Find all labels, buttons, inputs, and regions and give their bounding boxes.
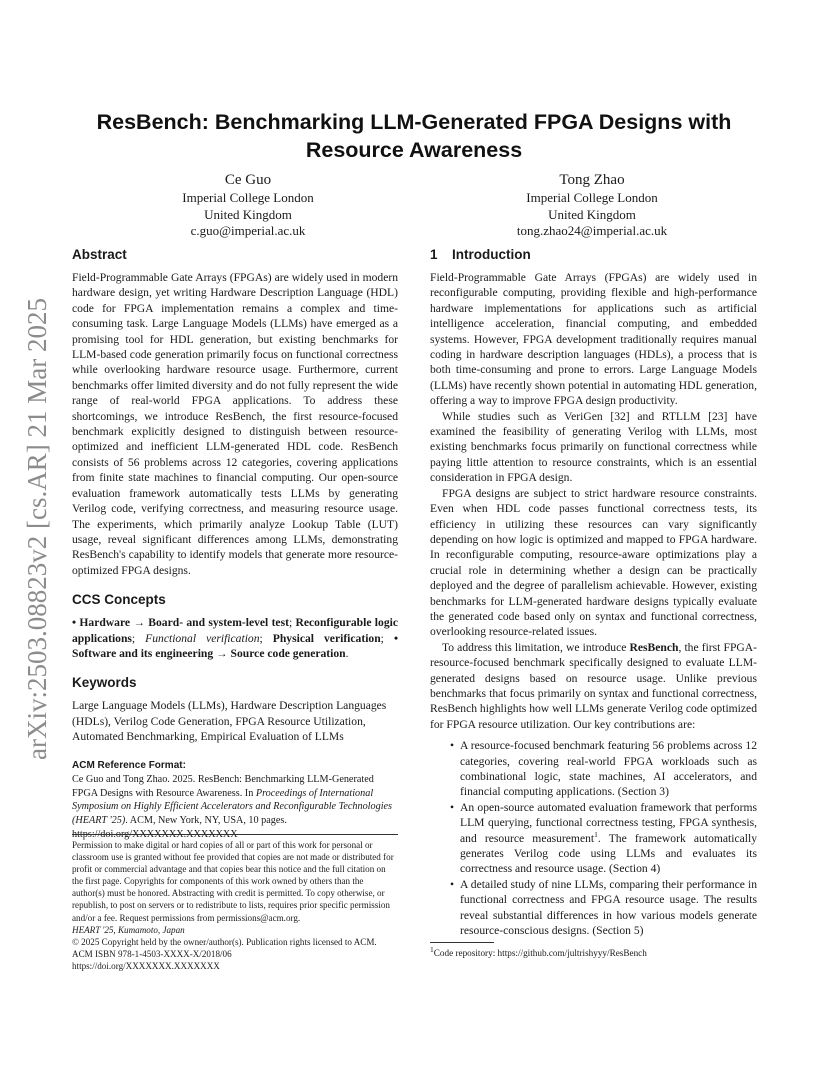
ccs-sep: ;	[288, 616, 296, 630]
list-item	[460, 738, 757, 800]
list-item	[460, 800, 757, 877]
left-column	[72, 246, 398, 841]
author-block-1	[72, 170, 424, 240]
reference-doi[interactable]: . ACM, New York, NY, USA, 10 pages. https://doi.org/XXXXXXX.XXXXXXX	[72, 814, 287, 840]
ccs-software: • Software and its engineering → Source code generation	[72, 631, 398, 660]
acm-reference-heading: ACM Reference Format:	[72, 759, 186, 771]
intro-paragraph-4	[430, 640, 757, 732]
ccs-functional: Functional verification	[145, 631, 260, 645]
abstract-heading: Abstract	[72, 247, 127, 262]
contribution-text: A detailed study of nine LLMs, comparing their performance in functional correctness and FPGA resource usage. The results reveal substantial differences in how various models generate resource-conscious designs. (Section 5)	[460, 877, 757, 938]
venue: HEART '25, Kumamoto, Japan	[72, 924, 185, 935]
contribution-text: . The framework automatically generates Verilog code using LLMs and evaluates its correctness and resource usage. (Section 4)	[460, 831, 757, 876]
ccs-physical: Physical verification	[272, 631, 381, 645]
author-email[interactable]: tong.zhao24@imperial.ac.uk	[516, 223, 668, 238]
copyright: © 2025 Copyright held by the owner/author(s). Publication rights licensed to ACM.	[72, 936, 377, 947]
reference-text: Ce Guo and Tong Zhao. 2025. ResBench: Benchmarking LLM-Generated FPGA Designs with Resource Awareness. In	[72, 774, 374, 799]
ccs-sep: ;	[380, 631, 384, 645]
contribution-text: An open-source automated evaluation framework that performs LLM querying, functional correctness testing, FPGA synthesis, and resource measurement	[460, 800, 757, 845]
keywords-heading: Keywords	[72, 675, 137, 691]
section-title: Introduction	[452, 247, 531, 262]
paper-title: ResBench: Benchmarking LLM-Generated FPGA Designs with Resource Awareness	[96, 110, 732, 162]
ccs-concepts	[72, 615, 398, 661]
permission-notice	[72, 834, 398, 972]
list-item	[460, 877, 757, 939]
permission-text: Permission to make digital or hard copies of all or part of this work for personal or classroom use is granted without fee provided that copies are not made or distributed for profit or commercial advantage and that copies bear this notice and the full citation on the first page. Copyrights for components of this work owned by others than the author(s) must be honored. Abstracting with credit is permitted. To copy otherwise, or republish, to post on servers or to redistribute to lists, requires prior specific permission and/or a fee. Request permissions from permissions@acm.org.	[72, 840, 394, 923]
author-affiliation: Imperial College London	[526, 190, 658, 205]
author-name: Ce Guo	[224, 172, 272, 188]
footnote	[430, 942, 757, 959]
arxiv-stamp-container	[22, 280, 58, 760]
intro-paragraph-2: While studies such as VeriGen [32] and RTLLM [23] have examined the feasibility of generating Verilog with LLMs, most existing benchmarks focus primarily on functional correctness while paying little attention to resource constraints, which is an essential consideration in FPGA design.	[430, 409, 757, 485]
contribution-text: A resource-focused benchmark featuring 56 problems across 12 categories, covering real-world FPGA workloads such as combinational logic, state machines, AI accelerators, and financial computing applications. (Section 3)	[460, 739, 757, 799]
acm-reference	[72, 759, 398, 842]
ccs-reconfigurable: Reconfigurable logic applications	[72, 616, 398, 645]
author-country: United Kingdom	[548, 206, 636, 222]
divider	[430, 942, 494, 943]
arxiv-stamp[interactable]: arXiv:2503.08823v2 [cs.AR] 21 Mar 2025	[22, 298, 52, 760]
doi-link[interactable]: https://doi.org/XXXXXXX.XXXXXXX	[72, 960, 220, 971]
footnote-mark[interactable]: 1	[594, 829, 598, 839]
keywords-text: Large Language Models (LLMs), Hardware Description Languages (HDLs), Verilog Code Generation, FPGA Resource Utilization, Automated Benchmarking, Empirical Evaluation of LLMs	[72, 699, 387, 744]
resbench-name: ResBench	[629, 640, 679, 654]
footnote-text[interactable]: Code repository: https://github.com/jultrishyyy/ResBench	[433, 948, 647, 958]
intro-paragraph-3: FPGA designs are subject to strict hardware resource constraints. Even when HDL code passes functional correctness tests, its efficiency in utilizing these resources can vary significantly depending on how logic is optimized and mapped to FPGA hardware. In reconfigurable computing, resource-aware optimizations play a crucial role in determining whether a design can be practically deployed and the degree of parallelism achievable. However, existing benchmarks for LLM-generated hardware designs typically evaluate the generated code based only on syntax and functional correctness, overlooking resource-related issues.	[430, 486, 757, 639]
ccs-sep: ;	[131, 631, 146, 645]
intro-paragraph-1: Field-Programmable Gate Arrays (FPGAs) are widely used in reconfigurable computing, providing flexible and high-performance hardware implementations for applications such as artificial intelligence acceleration, financial computing, and embedded systems. However, FPGA development traditionally requires manual coding in hardware description languages (HDLs), a process that is both time-consuming and prone to errors. Large Language Models (LLMs) have recently shown potential in automating HDL generation, offering a way to improve FPGA design productivity.	[430, 271, 757, 408]
right-column	[430, 246, 757, 938]
ccs-sep: .	[345, 646, 349, 660]
divider	[72, 834, 398, 835]
ccs-heading: CCS Concepts	[72, 592, 166, 608]
abstract-text: Field-Programmable Gate Arrays (FPGAs) are widely used in modern hardware design, yet writing Hardware Description Language (HDL) code for FPGA implementation remains a complex and time-consuming task. Large Language Models (LLMs) have emerged as a promising tool for HDL generation, but existing benchmarks for LLM-based code generation primarily focus on functional correctness while overlooking hardware resource usage. Furthermore, current benchmarks offer limited diversity and do not fully represent the wide range of real-world FPGA applications. To address these shortcomings, we introduce ResBench, the first resource-focused benchmark explicitly designed to distinguish between resource-optimized and inefficient LLM-generated HDL code. ResBench consists of 56 problems across 12 categories, covering applications from finite state machines to financial computing. Our open-source evaluation framework automatically tests LLMs by generating Verilog code, verifying correctness, and measuring resource usage. The experiments, which primarily analyze Lookup Table (LUT) usage, reveal significant differences among LLMs, demonstrating ResBench's capability to identify models that generate more resource-optimized FPGA designs.	[72, 271, 398, 577]
p4-text: To address this limitation, we introduce	[442, 640, 630, 654]
reference-proceedings: Proceedings of International Symposium on Highly Efficient Accelerators and Reconfigurable Technologies (HEART '25)	[72, 787, 393, 826]
isbn: ACM ISBN 978-1-4503-XXXX-X/2018/06	[72, 948, 232, 959]
section-number: 1	[430, 247, 438, 262]
author-block-2	[428, 170, 756, 240]
author-country: United Kingdom	[204, 206, 292, 222]
p4-text: , the first FPGA-resource-focused benchmark specifically designed to evaluate LLM-generated designs based on resource usage. Unlike previous benchmarks that focus primarily on syntax and functional correctness, ResBench highlights how well LLMs generate Verilog code optimized for FPGA resource utilization. Our key contributions are:	[430, 640, 758, 731]
author-name: Tong Zhao	[559, 172, 625, 188]
contributions-list	[430, 738, 757, 938]
footnote-mark: 1	[430, 944, 434, 954]
ccs-sep: ;	[259, 631, 273, 645]
intro-heading	[430, 246, 757, 264]
ccs-hardware: • Hardware → Board- and system-level test	[72, 616, 289, 630]
author-affiliation: Imperial College London	[182, 190, 314, 205]
author-email[interactable]: c.guo@imperial.ac.uk	[190, 223, 306, 238]
